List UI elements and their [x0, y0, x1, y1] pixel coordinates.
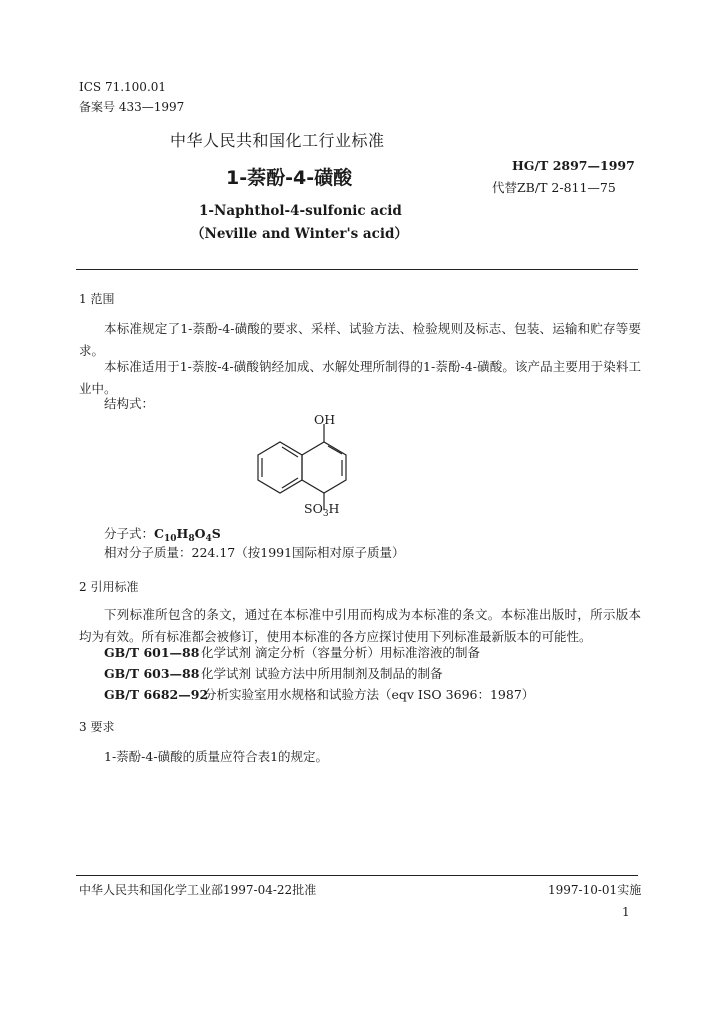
standard-code: HG/T 2897—1997 [512, 158, 635, 173]
page-number: 1 [622, 905, 630, 919]
reference-desc: 化学试剂 滴定分析（容量分析）用标准溶液的制备 [201, 645, 480, 660]
structure-label: 结构式： [104, 396, 155, 411]
reference-item [104, 663, 442, 685]
section-1-para-2: 本标准适用于1-萘胺-4-磺酸钠经加成、水解处理所制得的1-萘酚-4-磺酸。该产品主要用于染料工业中。 [79, 359, 641, 396]
section-3-para: 1-萘酚-4-磺酸的质量应符合表1的规定。 [104, 749, 329, 764]
reference-desc: 化学试剂 试验方法中所用制剂及制品的制备 [201, 666, 443, 681]
molecular-mass: 相对分子质量：224.17（按1991国际相对原子质量） [104, 545, 405, 560]
effective-date: 1997-10-01实施 [548, 883, 642, 897]
replaced-standard: 代替ZB/T 2-811—75 [492, 180, 616, 195]
reference-item [104, 642, 480, 664]
so3h-group-label [304, 501, 340, 519]
reference-code: GB/T 6682—92 [104, 687, 209, 702]
section-3-heading: 3 要求 [79, 720, 115, 734]
so3h-post: H [328, 501, 340, 516]
footer-divider [76, 875, 638, 876]
reference-code: GB/T 603—88 [104, 666, 200, 681]
approval-statement: 中华人民共和国化学工业部1997-04-22批准 [79, 883, 317, 897]
record-number: 备案号 433—1997 [79, 100, 185, 114]
document-title-en-alt: （Neville and Winter's acid） [191, 226, 408, 242]
section-1-heading: 1 范围 [79, 292, 115, 306]
molecular-formula: $C_{10}H_8O_4S$ [154, 526, 221, 544]
ics-code: ICS 71.100.01 [79, 80, 167, 94]
section-1-para-1: 本标准规定了1-萘酚-4-磺酸的要求、采样、试验方法、检验规则及标志、包装、运输和贮存等要求。 [79, 321, 641, 358]
formula-label: 分子式： [104, 526, 155, 541]
reference-item [104, 684, 534, 706]
so3h-pre: SO [304, 501, 323, 516]
industry-standard-title: 中华人民共和国化工行业标准 [170, 131, 385, 150]
oh-group-label: OH [314, 412, 336, 427]
reference-desc: 分析实验室用水规格和试验方法（eqv ISO 3696：1987） [204, 687, 535, 702]
document-title-en: 1-Naphthol-4-sulfonic acid [199, 203, 402, 219]
document-title-cn: 1-萘酚-4-磺酸 [226, 167, 353, 189]
reference-code: GB/T 601—88 [104, 645, 200, 660]
so3h-sub: 3 [322, 509, 329, 519]
header-divider [76, 269, 638, 270]
section-2-heading: 2 引用标准 [79, 580, 139, 594]
section-2-para: 下列标准所包含的条文，通过在本标准中引用而构成为本标准的条文。本标准出版时，所示版本均为有效。所有标准都会被修订，使用本标准的各方应探讨使用下列标准最新版本的可能性。 [79, 607, 641, 644]
